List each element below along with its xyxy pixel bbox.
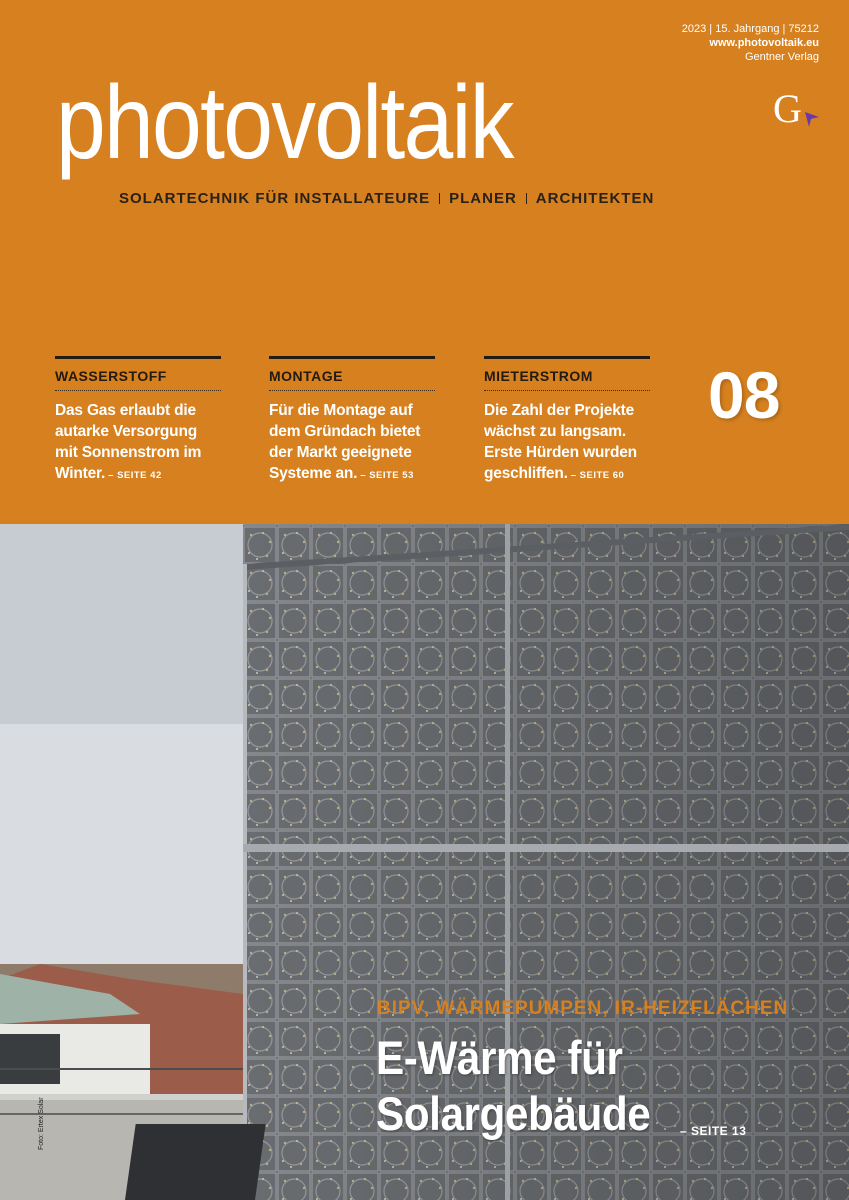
teaser-text: Die Zahl der Projekte wächst zu langsam. Erste Hürden wurden geschliffen. <box>484 402 637 482</box>
headline-line-2: Solargebäude <box>376 1087 651 1140</box>
tagline-part-3: ARCHITEKTEN <box>535 190 655 207</box>
cover-header <box>0 0 849 524</box>
issue-meta <box>682 22 819 64</box>
teaser-mieterstrom[interactable] <box>484 356 650 486</box>
cover-story-page: – SEITE 13 <box>680 1124 747 1138</box>
teaser-kicker: MONTAGE <box>269 359 435 391</box>
teaser-text: Das Gas erlaubt die autarke Versorgung mit Sonnenstrom im Winter. <box>55 402 202 482</box>
photo-credit: Foto: Ertex Solar <box>38 1097 45 1150</box>
magazine-title: photovoltaik <box>56 65 513 181</box>
tagline <box>119 190 654 207</box>
tagline-part-2: PLANER <box>449 190 517 207</box>
teaser-page: – SEITE 53 <box>360 470 414 481</box>
teaser-body <box>55 400 221 486</box>
tagline-divider <box>526 193 527 204</box>
publisher-name: Gentner Verlag <box>745 51 819 63</box>
teaser-kicker: MIETERSTROM <box>484 359 650 391</box>
website-link[interactable]: www.photovoltaik.eu <box>709 37 819 49</box>
headline-line-1: E-Wärme für <box>376 1031 623 1084</box>
teaser-text: Für die Montage auf dem Gründach bietet der Markt geeignete Systeme an. <box>269 402 421 482</box>
teaser-body <box>269 400 435 486</box>
teaser-page: – SEITE 42 <box>108 470 162 481</box>
teaser-kicker: WASSERSTOFF <box>55 359 221 391</box>
logo-letter: G <box>773 86 802 130</box>
issue-meta-line: 2023 | 15. Jahrgang | 75212 <box>681 23 819 35</box>
teaser-wasserstoff[interactable] <box>55 356 221 486</box>
cover-story-kicker: BIPV, WÄRMEPUMPEN, IR-HEIZFLÄCHEN <box>377 998 789 1019</box>
teaser-body <box>484 400 650 486</box>
cover-story-headline[interactable] <box>376 1030 650 1142</box>
teaser-page: – SEITE 60 <box>570 470 625 481</box>
tagline-divider <box>439 193 440 204</box>
tagline-part-1: SOLARTECHNIK FÜR INSTALLATEURE <box>119 190 431 207</box>
teaser-montage[interactable] <box>269 356 435 486</box>
publisher-logo-icon <box>771 86 821 130</box>
issue-number: 08 <box>708 358 780 432</box>
